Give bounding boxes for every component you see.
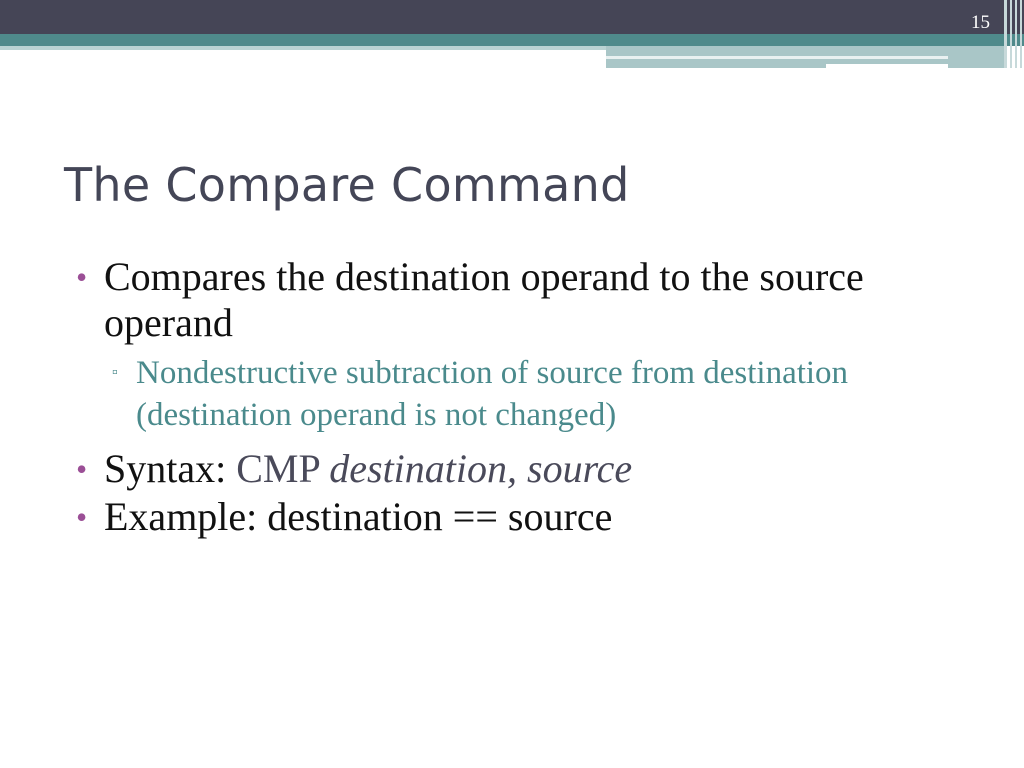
sub-bullet-item bbox=[76, 352, 956, 436]
header-vertical-line bbox=[1020, 0, 1022, 68]
header-vertical-line bbox=[1004, 0, 1007, 68]
slide-number: 15 bbox=[971, 12, 990, 33]
bullet-text: Example: destination == source bbox=[104, 494, 613, 539]
square-bullet-icon: ▫ bbox=[112, 364, 118, 381]
bullet-dot-icon: • bbox=[76, 451, 88, 487]
syntax-operands: destination, source bbox=[329, 446, 633, 491]
syntax-mnemonic: CMP bbox=[236, 446, 330, 491]
bullet-item bbox=[76, 446, 956, 492]
header-band-teal bbox=[0, 34, 1024, 46]
bullet-text: Compares the destination operand to the source operand bbox=[104, 254, 864, 345]
slide-title: The Compare Command bbox=[64, 158, 630, 212]
header-stripe bbox=[826, 64, 948, 68]
header-band-light bbox=[0, 46, 606, 50]
header-vertical-line bbox=[1015, 0, 1017, 68]
syntax-label: Syntax: bbox=[104, 446, 237, 491]
bullet-list bbox=[76, 254, 956, 542]
bullet-item bbox=[76, 254, 956, 346]
bullet-item bbox=[76, 494, 956, 540]
header-band-dark bbox=[0, 0, 1024, 34]
header-stripe bbox=[606, 56, 948, 59]
header-vertical-line bbox=[1010, 0, 1012, 68]
bullet-dot-icon: • bbox=[76, 499, 88, 535]
sub-bullet-text: Nondestructive subtraction of source from destination (destination operand is not changed) bbox=[136, 355, 849, 433]
bullet-dot-icon: • bbox=[76, 259, 88, 295]
